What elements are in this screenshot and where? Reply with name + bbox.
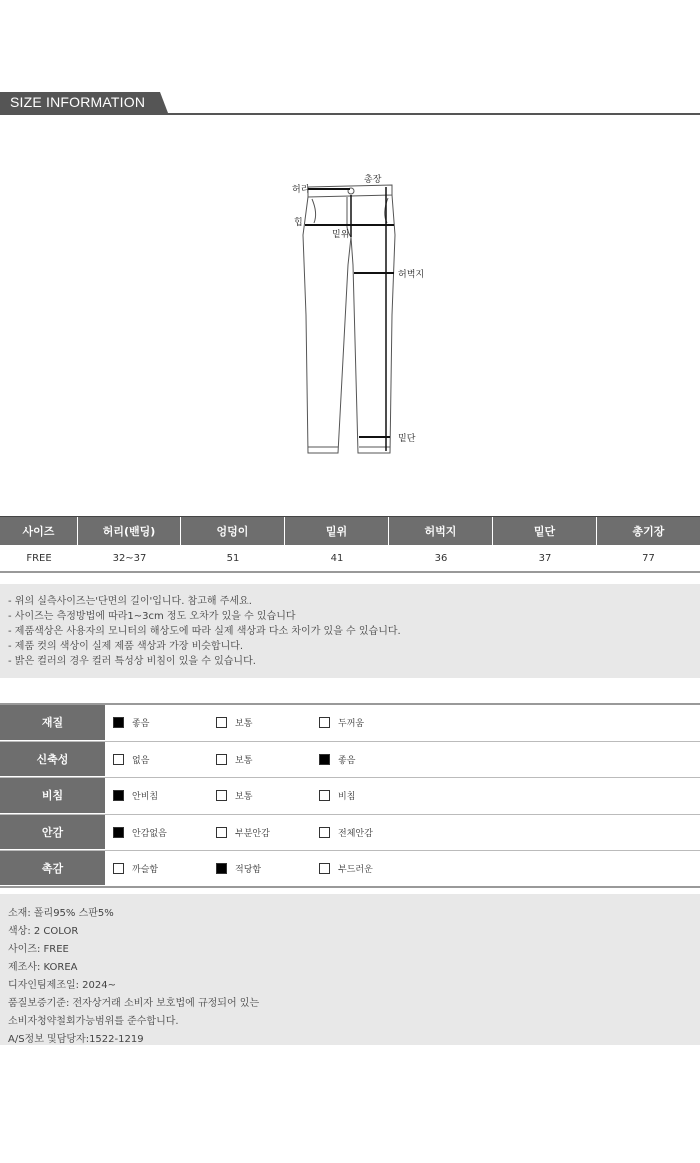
note-line: - 제품색상은 사용자의 모니터의 해상도에 따라 실제 색상과 다소 차이가 있을 수 있습니다.	[8, 626, 401, 637]
label-thigh: 허벅지	[398, 270, 425, 280]
property-option	[113, 815, 167, 851]
pants-diagram	[270, 165, 440, 465]
option-label: 보통	[235, 755, 253, 766]
property-option	[216, 705, 252, 741]
table-cell: 37	[538, 552, 552, 564]
note-line: - 제품 컷의 색상이 실제 제품 색상과 가장 비슷합니다.	[8, 641, 244, 652]
property-row	[0, 705, 700, 742]
info-line: 제조사: KOREA	[8, 962, 78, 973]
option-label: 보통	[235, 719, 253, 730]
info-line: 소재: 폴리95% 스판5%	[8, 908, 114, 919]
empty-box-icon	[113, 863, 124, 874]
property-options	[105, 778, 700, 814]
empty-box-icon	[216, 754, 227, 765]
note-line: - 밝은 컬러의 경우 컬러 특성상 비침이 있을 수 있습니다.	[8, 656, 256, 667]
empty-box-icon	[319, 790, 330, 801]
info-line: 사이즈: FREE	[8, 944, 69, 955]
table-cell: 36	[434, 552, 448, 564]
option-label: 안감없음	[132, 829, 167, 840]
checked-box-icon	[113, 717, 124, 728]
empty-box-icon	[319, 827, 330, 838]
option-label: 전체안감	[338, 829, 373, 840]
option-label: 부드러운	[338, 865, 373, 876]
checked-box-icon	[319, 754, 330, 765]
note-line: - 사이즈는 측정방법에 따라1~3cm 정도 오차가 있을 수 있습니다	[8, 611, 296, 622]
property-row	[0, 815, 700, 852]
property-label: 비침	[0, 778, 105, 814]
header-cell: 엉덩이	[181, 517, 285, 545]
info-line: 디자인팀제조일: 2024~	[8, 980, 116, 991]
size-table	[0, 516, 700, 573]
property-row	[0, 851, 700, 888]
property-options	[105, 851, 700, 886]
property-option	[216, 742, 252, 778]
checked-box-icon	[113, 827, 124, 838]
property-option	[319, 742, 355, 778]
empty-box-icon	[319, 717, 330, 728]
property-option	[113, 851, 158, 886]
product-info	[0, 894, 700, 1045]
property-options	[105, 815, 700, 851]
size-notes	[0, 584, 700, 678]
table-cell: 32~37	[112, 552, 147, 564]
property-option	[113, 778, 158, 814]
empty-box-icon	[216, 827, 227, 838]
property-option	[216, 851, 261, 886]
label-hip: 힙	[294, 218, 303, 228]
option-label: 까슬함	[132, 865, 159, 876]
property-label: 신축성	[0, 742, 105, 778]
header-cell: 총기장	[632, 525, 665, 538]
info-line: 색상: 2 COLOR	[8, 926, 79, 937]
property-option	[319, 705, 364, 741]
note-line: - 위의 실측사이즈는'단면의 길이'입니다. 참고해 주세요.	[8, 596, 252, 607]
table-cell: FREE	[26, 552, 52, 564]
label-waist: 허리	[292, 185, 310, 195]
table-cell: 51	[226, 552, 240, 564]
property-option	[319, 815, 373, 851]
property-option	[216, 815, 270, 851]
empty-box-icon	[216, 717, 227, 728]
info-line: 품질보증기준: 전자상거래 소비자 보호법에 규정되어 있는	[8, 998, 260, 1009]
fabric-property-table	[0, 703, 700, 888]
option-label: 좋음	[132, 719, 150, 730]
property-option	[216, 778, 252, 814]
property-option	[113, 742, 149, 778]
label-total-length: 총장	[364, 175, 382, 185]
option-label: 두꺼움	[338, 719, 365, 730]
header-cell: 허벅지	[389, 517, 493, 545]
checked-box-icon	[113, 790, 124, 801]
header-cell: 허리(밴딩)	[78, 517, 181, 545]
info-line: 소비자청약철회가능범위를 준수합니다.	[8, 1016, 179, 1027]
option-label: 비침	[338, 792, 356, 803]
label-rise: 밑위	[332, 230, 350, 240]
property-option	[319, 851, 373, 886]
property-options	[105, 742, 700, 778]
info-line: A/S정보 및담당자:1522-1219	[8, 1034, 144, 1045]
property-row	[0, 778, 700, 815]
property-label: 안감	[0, 815, 105, 851]
label-hem: 밑단	[398, 434, 416, 444]
property-option	[113, 705, 149, 741]
option-label: 좋음	[338, 755, 356, 766]
property-options	[105, 705, 700, 741]
option-label: 보통	[235, 792, 253, 803]
empty-box-icon	[113, 754, 124, 765]
property-row	[0, 742, 700, 779]
header-cell: 밑단	[493, 517, 597, 545]
property-option	[319, 778, 355, 814]
section-title: SIZE INFORMATION	[10, 94, 146, 110]
section-header	[0, 92, 700, 118]
pants-illustration	[270, 165, 440, 465]
header-cell: 사이즈	[0, 517, 78, 545]
checked-box-icon	[216, 863, 227, 874]
property-label: 재질	[0, 705, 105, 741]
table-cell: 77	[642, 552, 655, 564]
option-label: 안비침	[132, 792, 159, 803]
option-label: 없음	[132, 755, 150, 766]
header-cell: 밑위	[285, 517, 389, 545]
empty-box-icon	[216, 790, 227, 801]
option-label: 적당함	[235, 865, 262, 876]
property-label: 촉감	[0, 851, 105, 886]
size-table-header	[0, 516, 700, 545]
table-cell: 41	[330, 552, 344, 564]
header-divider	[0, 113, 700, 115]
table-row	[0, 545, 700, 573]
option-label: 부분안감	[235, 829, 270, 840]
empty-box-icon	[319, 863, 330, 874]
